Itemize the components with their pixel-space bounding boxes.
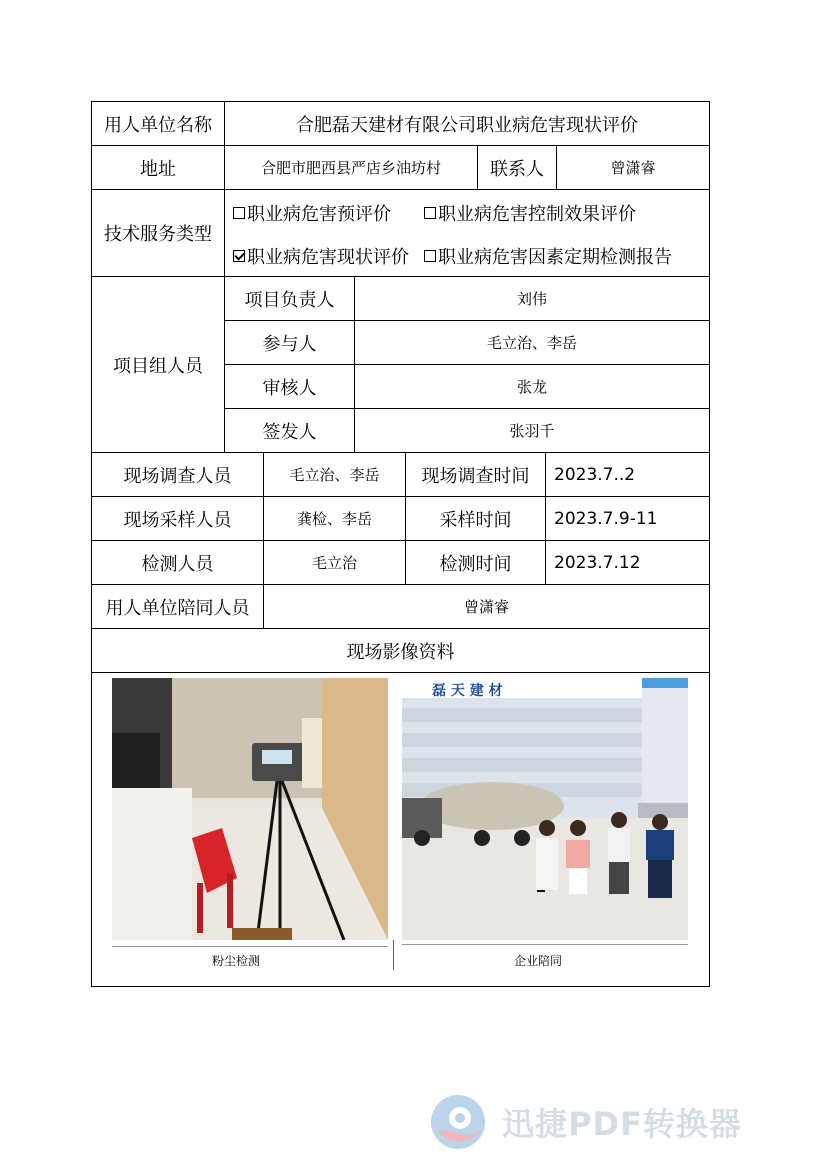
checkbox-unchecked-icon[interactable]: [424, 207, 436, 219]
service-option-periodic-report[interactable]: [424, 243, 672, 269]
survey-staff-label: 现场调查人员: [91, 452, 264, 497]
team-role: 审核人: [224, 364, 355, 409]
building-sign: 磊 天 建 材: [432, 683, 503, 699]
team-name: 毛立治、李岳: [354, 320, 710, 365]
left-photo-caption: 粉尘检测: [212, 954, 261, 968]
company-escort-illustration: [402, 678, 688, 940]
photo-divider: [393, 940, 394, 970]
escort-label: 用人单位陪同人员: [91, 584, 264, 629]
testing-staff-label: 检测人员: [91, 540, 264, 585]
team-name: 刘伟: [354, 276, 710, 321]
survey-staff-value: 毛立治、李岳: [263, 452, 406, 497]
checkbox-unchecked-icon[interactable]: [233, 207, 245, 219]
service-option-label: 职业病危害因素定期检测报告: [438, 247, 672, 268]
service-type-label: 技术服务类型: [91, 189, 225, 277]
service-option-label: 职业病危害预评价: [247, 204, 391, 225]
survey-time-label: 现场调查时间: [405, 452, 546, 497]
photo-baseline-left: [112, 946, 388, 947]
watermark-logo-icon: [428, 1092, 492, 1152]
sampling-staff-value: 龚检、李岳: [263, 496, 406, 541]
photo-baseline-right: [402, 944, 688, 945]
dust-detection-illustration: [112, 678, 388, 940]
right-photo-caption: 企业陪同: [514, 954, 563, 968]
service-option-label: 职业病危害控制效果评价: [438, 204, 636, 225]
escort-value: 曾潇睿: [263, 584, 710, 629]
contact-value: 曾潇睿: [556, 145, 710, 190]
service-option-status-eval[interactable]: [233, 243, 409, 269]
survey-time-value: 2023.7..2: [545, 452, 710, 497]
team-name: 张龙: [354, 364, 710, 409]
address-value: 合肥市肥西县严店乡油坊村: [224, 145, 478, 190]
sampling-time-value: 2023.7.9-11: [545, 496, 710, 541]
checkbox-unchecked-icon[interactable]: [424, 250, 436, 262]
contact-label: 联系人: [477, 145, 557, 190]
team-role: 参与人: [224, 320, 355, 365]
team-role: 签发人: [224, 408, 355, 453]
checkbox-checked-icon[interactable]: [233, 250, 245, 262]
testing-time-value: 2023.7.12: [545, 540, 710, 585]
service-option-label: 职业病危害现状评价: [247, 247, 409, 268]
photos-header: 现场影像资料: [91, 628, 710, 673]
company-escort-photo: [402, 678, 688, 940]
service-option-control-eval[interactable]: [424, 200, 636, 226]
dust-detection-photo: [112, 678, 388, 940]
testing-staff-value: 毛立治: [263, 540, 406, 585]
address-label: 地址: [91, 145, 225, 190]
testing-time-label: 检测时间: [405, 540, 546, 585]
watermark-text: 迅捷PDF转换器: [502, 1105, 742, 1143]
service-option-pre-eval[interactable]: [233, 200, 391, 226]
sampling-staff-label: 现场采样人员: [91, 496, 264, 541]
employer-label: 用人单位名称: [91, 101, 225, 146]
team-role: 项目负责人: [224, 276, 355, 321]
team-name: 张羽千: [354, 408, 710, 453]
employer-value: 合肥磊天建材有限公司职业病危害现状评价: [224, 101, 710, 146]
team-label: 项目组人员: [91, 276, 225, 453]
sampling-time-label: 采样时间: [405, 496, 546, 541]
watermark: [428, 1092, 742, 1152]
